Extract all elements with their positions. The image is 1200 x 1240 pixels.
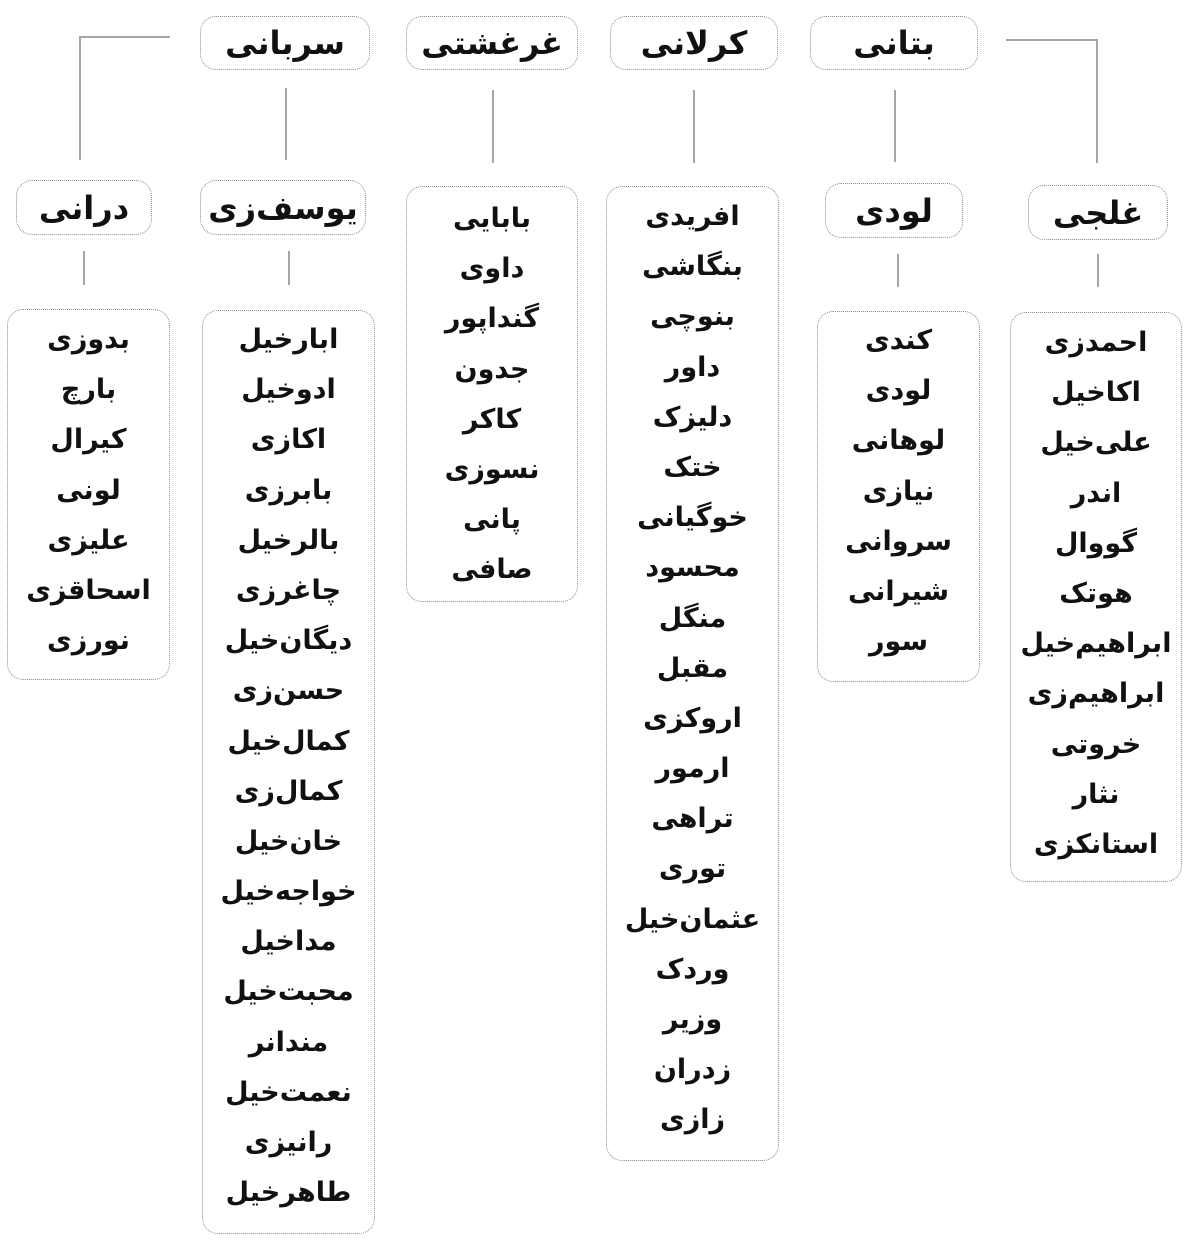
tribe-item: نسوزی bbox=[444, 453, 540, 485]
tribe-item: صافی bbox=[451, 554, 533, 586]
tribe-item: لوهانی bbox=[851, 425, 946, 457]
tribe-item: بابایی bbox=[452, 203, 531, 234]
karlani-tribe-list bbox=[606, 186, 779, 1161]
durrani-tribe-list bbox=[7, 309, 170, 680]
tribe-item: سروانی bbox=[845, 525, 952, 557]
yusufzai-tribe-list bbox=[202, 310, 375, 1234]
tribe-item: علی‌خیل bbox=[1040, 427, 1152, 459]
lodi-tribe-items bbox=[818, 312, 979, 667]
tribe-item: احمدزی bbox=[1044, 327, 1148, 358]
tribe-item: تراهی bbox=[651, 803, 734, 835]
tribe-item: حسن‌زی bbox=[232, 675, 345, 707]
tribe-item: هوتک bbox=[1059, 577, 1133, 609]
tribe-item: بنگاشی bbox=[642, 251, 743, 283]
tribe-item: وردک bbox=[655, 953, 730, 985]
tribe-item: ابراهیم‌زی bbox=[1027, 678, 1165, 710]
tribe-item: جدون bbox=[454, 353, 530, 385]
tribe-item: زدران bbox=[653, 1054, 732, 1086]
connector-sarbani-durrani bbox=[80, 37, 170, 160]
tribe-item: زازی bbox=[659, 1104, 726, 1136]
lodi-tribe-list bbox=[817, 311, 980, 682]
tribe-item: ختک bbox=[663, 451, 722, 483]
tribe-item: دلیزک bbox=[652, 401, 733, 433]
tribe-item: لونی bbox=[56, 474, 121, 506]
tribe-item: ادوخیل bbox=[241, 374, 336, 406]
tribe-item: لودی bbox=[865, 375, 932, 407]
tribe-item: طاهرخیل bbox=[225, 1177, 352, 1209]
tribe-item: شیرانی bbox=[847, 575, 950, 607]
tribe-item: اکازی bbox=[250, 424, 327, 456]
tribe-item: داور bbox=[664, 351, 721, 383]
node-durrani: درانی bbox=[16, 180, 152, 235]
tribe-item: خان‌خیل bbox=[234, 825, 343, 857]
tribe-item: استانکزی bbox=[1033, 828, 1159, 860]
tribe-item: رانیزی bbox=[244, 1127, 333, 1158]
node-karlani: کرلانی bbox=[610, 16, 778, 70]
ghurghushti-tribe-list bbox=[406, 186, 578, 602]
tribe-item: نورزی bbox=[47, 625, 130, 657]
tribe-item: کمال‌خیل bbox=[227, 725, 350, 757]
tribe-item: چاغرزی bbox=[235, 574, 342, 606]
tribe-item: نیازی bbox=[862, 475, 935, 507]
tribe-item: وزیر bbox=[662, 1004, 723, 1035]
tribe-item: بدوزی bbox=[47, 324, 130, 355]
tribe-item: پانی bbox=[463, 504, 521, 536]
tribe-item: ارمور bbox=[655, 753, 730, 785]
tribe-item: ابارخیل bbox=[238, 324, 339, 355]
tribe-item: داوی bbox=[459, 253, 525, 285]
tribe-item: اکاخیل bbox=[1051, 377, 1141, 409]
tribe-item: بابرزی bbox=[244, 474, 333, 506]
tribe-item: بارچ bbox=[60, 374, 117, 406]
tribe-item: گووال bbox=[1054, 527, 1138, 559]
tribe-item: کیرال bbox=[50, 424, 127, 456]
tribe-item: نعمت‌خیل bbox=[225, 1076, 352, 1108]
node-sarbani: سربانی bbox=[200, 16, 370, 70]
tribe-item: مندانر bbox=[248, 1026, 329, 1058]
tribe-item: مداخیل bbox=[240, 926, 337, 958]
tribe-item: خروتی bbox=[1050, 728, 1142, 760]
ghilji-tribe-list bbox=[1010, 312, 1182, 882]
tribe-item: اروکزی bbox=[643, 702, 742, 734]
tribe-item: خواجه‌خیل bbox=[220, 876, 357, 908]
tribe-item: منگل bbox=[658, 602, 727, 634]
tribe-item: افریدی bbox=[645, 201, 740, 232]
tribe-item: توری bbox=[658, 853, 727, 885]
tribe-item: دیگان‌خیل bbox=[224, 625, 353, 657]
tribe-item: علیزی bbox=[47, 524, 130, 556]
tribe-item: محبت‌خیل bbox=[223, 976, 354, 1008]
tribe-item: اندر bbox=[1070, 477, 1122, 509]
ghurghushti-tribe-items bbox=[407, 187, 577, 596]
tribe-item: مقبل bbox=[656, 652, 729, 684]
node-ghilji: غلجی bbox=[1028, 185, 1168, 240]
tribe-item: بنوچی bbox=[650, 301, 735, 333]
tribe-item: ابراهیم‌خیل bbox=[1020, 628, 1172, 660]
tribe-item: محسود bbox=[645, 552, 740, 584]
node-batani: بتانی bbox=[810, 16, 978, 70]
yusufzai-tribe-items bbox=[203, 311, 374, 1218]
tribe-item: گنداپور bbox=[444, 303, 540, 335]
tribe-item: کمال‌زی bbox=[234, 775, 343, 807]
ghilji-tribe-items bbox=[1011, 313, 1181, 870]
tribe-item: بالرخیل bbox=[237, 524, 340, 556]
durrani-tribe-items bbox=[8, 310, 169, 666]
karlani-tribe-items bbox=[607, 187, 778, 1146]
node-ghurghushti: غرغشتی bbox=[406, 16, 578, 70]
tribe-item: اسحاقزی bbox=[26, 574, 151, 606]
tribe-item: عثمان‌خیل bbox=[624, 903, 761, 935]
connector-batani-ghilji bbox=[1006, 40, 1097, 163]
node-yusufzai: یوسف‌زی bbox=[200, 180, 366, 235]
tribe-item: خوگیانی bbox=[637, 502, 748, 534]
node-lodi: لودی bbox=[825, 183, 963, 238]
tribe-item: نثار bbox=[1072, 778, 1120, 810]
tribe-item: کاکر bbox=[462, 403, 522, 435]
tribe-item: سور bbox=[868, 626, 929, 658]
tribe-item: کندی bbox=[864, 325, 933, 356]
